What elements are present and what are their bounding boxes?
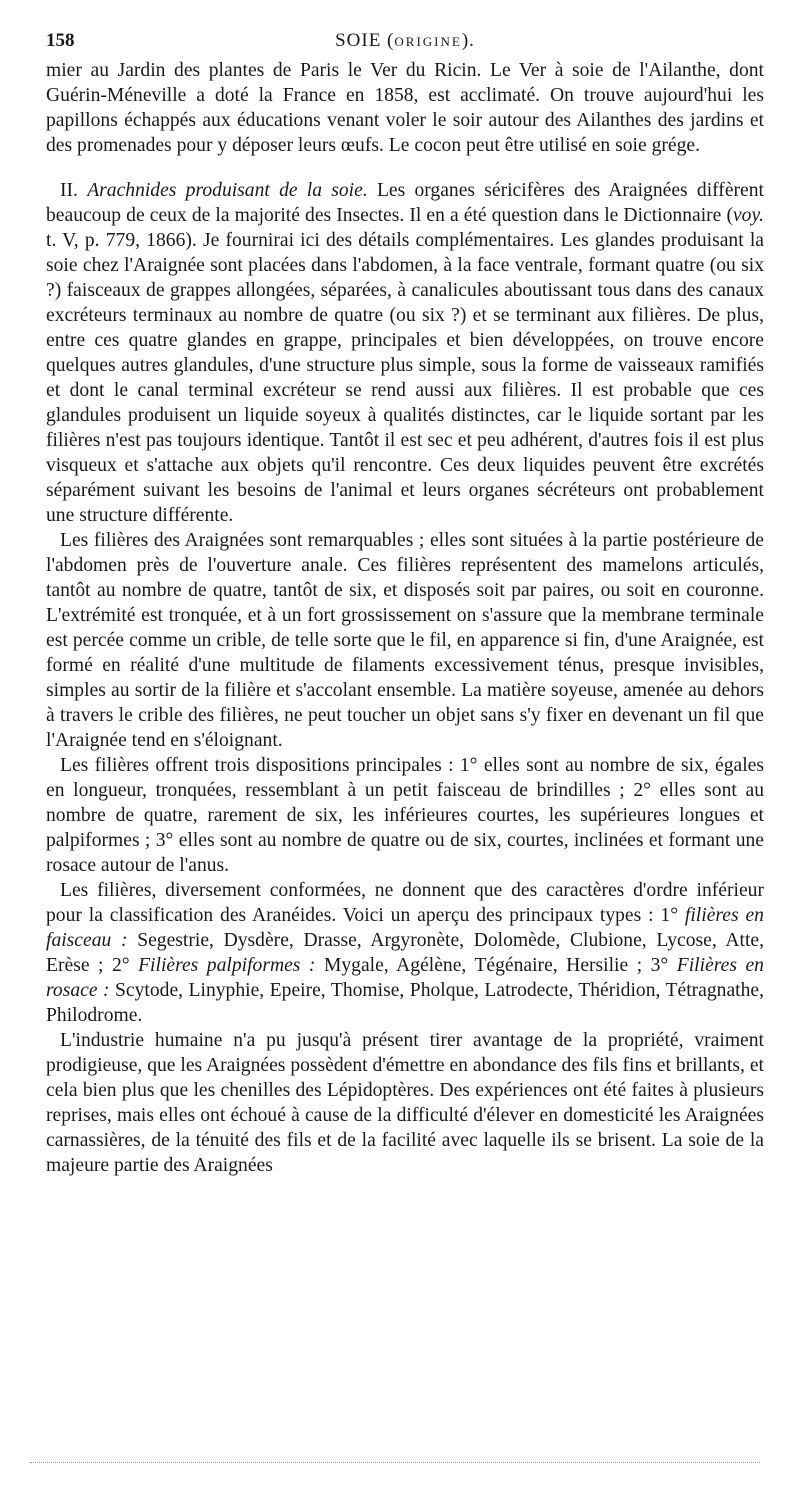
paragraph-dispositions: Les filières offrent trois dispositions principales : 1° elles sont au nombre de six, égales en longueur, tronquées, ressemblant à un petit faisceau de brindilles ; 2° elles sont au nombre de quatre, rarement de six, les inférieures courtes, les supérieures longues et palpiformes ; 3° elles sont au nombre de quatre ou de six, courtes, inclinées et formant une rosace autour de l'anus. [46, 755, 764, 876]
paragraph-classification [46, 878, 764, 1028]
footer-rule [30, 1462, 760, 1463]
paragraph-text: Les filières, diversement conformées, ne donnent que des caractères d'ordre inférieur pour la classification des Aranéides. Voici un aperçu des principaux types : 1° [46, 880, 764, 926]
running-title-main: SOIE ( [335, 30, 395, 51]
type-label-palpiformes: Filières palpiformes : [138, 955, 316, 976]
section-title: Arachnides produisant de la soie. [87, 180, 368, 201]
paragraph-text: t. V, p. 779, 1866). Je fournirai ici des détails complémentaires. Les glandes produisant la soie chez l'Araignée sont placées dans l'abdomen, à la face ventrale, formant quatre (ou six ?) faisceaux de grappes allongées, séparées, à canalicules aboutissant tous dans des canaux excréteurs terminaux au nombre de quatre (ou six ?) et se terminant aux filières. De plus, entre ces quatre glandes en grappe, principales et bien développées, on trouve encore quelques autres glandules, d'une structure plus simple, sous la forme de vaisseaux ramifiés et dont le canal terminal excréteur se rend aussi aux filières. Il est probable que ces glandules produisent un liquide soyeux à qualités distinctes, car le liquide sortant par les filières n'est pas toujours identique. Tantôt il est sec et peu adhérent, d'autres fois il est plus visqueux et s'attache aux objets qu'il rencontre. Ces deux liquides peuvent être excrétés séparément suivant les besoins de l'animal et leurs organes sécréteurs ont probablement une structure différente. [46, 230, 764, 526]
paragraph-text: Les organes séricifères des Araignées diffèrent beaucoup de ceux de la majorité des Insectes. Il en a été question dans le Dictionnaire ( [46, 180, 764, 226]
section-label: II. [60, 180, 78, 201]
running-title [46, 30, 764, 52]
page-number: 158 [46, 30, 75, 51]
type-label-rosace: Filières en rosace : [46, 955, 764, 1001]
paragraph-industrie: L'industrie humaine n'a pu jusqu'à présent tirer avantage de la propriété, vraiment prodigieuse, que les Araignées possèdent d'émettre en abondance des fils fins et brillants, et cela bien plus que les chenilles des Lépidoptères. Des expériences ont été faites à plusieurs reprises, mais elles ont échoué à cause de la difficulté d'élever en domesticité les Araignées carnassières, de la ténuité des fils et de la facilité avec laquelle ils se brisent. La soie de la majeure partie des Araignées [46, 1030, 764, 1176]
paragraph-continuation: mier au Jardin des plantes de Paris le Ver du Ricin. Le Ver à soie de l'Ailanthe, dont Guérin-Méneville a doté la France en 1858, est acclimaté. On trouve aujourd'hui les papillons échappés aux éducations venant voler le soir autour des Ailanthes des jardins et des promenades pour y déposer leurs œufs. Le cocon peut être utilisé en soie grége. [46, 60, 764, 156]
paragraph-text: Scytode, Linyphie, Epeire, Thomise, Pholque, Latrodecte, Théridion, Tétragnathe, Philodrome. [46, 980, 764, 1026]
paragraph-section-arachnides [46, 178, 764, 528]
paragraph-text: Segestrie, Dysdère, Drasse, Argyronète, Dolomède, Clubione, Lycose, Atte, Erèse ; 2° [46, 930, 764, 976]
reference-voy: voy. [732, 205, 764, 226]
running-title-end: ). [461, 30, 475, 51]
type-label-faisceau: filières en faisceau : [46, 905, 764, 951]
body-text [46, 58, 764, 1178]
page [46, 22, 764, 1178]
paragraph-filieres: Les filières des Araignées sont remarquables ; elles sont situées à la partie postérieure de l'abdomen près de l'ouverture anale. Ces filières représentent des mamelons articulés, tantôt au nombre de quatre, tantôt de six, et disposés soit par paires, ou soit en couronne. L'extrémité est tronquée, et à un fort grossissement on s'assure que la membrane terminale est percée comme un crible, de telle sorte que le fil, en apparence si fin, d'une Araignée, est formé en réalité d'une multitude de filaments excessivement ténus, presque invisibles, simples au sortir de la filière et s'accolant ensemble. La matière soyeuse, amenée au dehors à travers le crible des filières, ne peut toucher un objet sans s'y fixer en devenant un fil que l'Araignée tend en s'éloignant. [46, 530, 764, 751]
running-title-subtitle: ORIGINE [394, 34, 462, 49]
running-head [46, 22, 764, 58]
paragraph-text: Mygale, Agélène, Tégénaire, Hersilie ; 3° [315, 955, 677, 976]
